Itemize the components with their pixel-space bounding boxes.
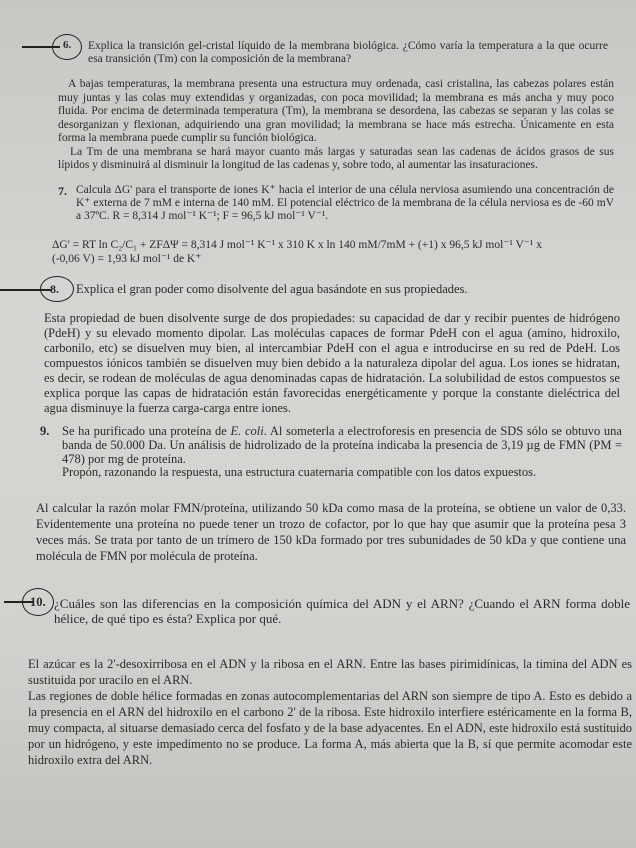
question-6-number: 6.: [63, 39, 72, 51]
question-9-number: 9.: [40, 424, 50, 438]
question-9-text: [62, 424, 622, 466]
question-7-text: Calcula ΔG' para el transporte de iones K⁺ hacia el interior de una célula nerviosa asumiendo una concentración de K⁺ externa de 7 mM e interna de 140 mM. El potencial eléctrico de la membrana de la célula nerviosa es de -60 mV a 37ºC. R = 8,314 J mol⁻¹ K⁻¹; F = 96,5 kJ mol⁻¹ V⁻¹.: [76, 184, 614, 222]
question-8-text: Explica el gran poder como disolvente del agua basándote en sus propiedades.: [76, 282, 468, 296]
answer-paragraph: La Tm de una membrana se hará mayor cuanto más largas y saturadas sean las cadenas de ácidos grasos de sus lípidos y disminuirá al disminuir la longitud de las cadenas y, sobre todo, al aumentar las insaturaciones.: [58, 145, 614, 171]
question-9-instruction: Propón, razonando la respuesta, una estructura cuaternaria compatible con los datos expuestos.: [62, 465, 537, 479]
answer-paragraph: El azúcar es la 2'-desoxirribosa en el ADN y la ribosa en el ARN. Entre las bases pirimidínicas, la timina del ADN es sustituida por uracilo en el ARN.: [28, 657, 632, 687]
question-8-number: 8.: [50, 282, 59, 296]
answer-paragraph: A bajas temperaturas, la membrana presenta una estructura muy ordenada, casi cristalina, las cabezas polares están muy juntas y las colas muy extendidas y organizadas, con poca movilidad; la membrana es más ancha y muy poco fluida. Por encima de determinada temperatura (Tm), la membrana se desordena, las cabezas se separan y las colas se desorganizan y flexionan, adquiriendo una gran movilidad; la membrana se hace más estrecha. Únicamente en esta forma la membrana puede cumplir su función biológica.: [58, 78, 614, 144]
question-7-number: 7.: [58, 184, 67, 198]
question-8-answer: [44, 311, 620, 416]
question-10-text: ¿Cuáles son las diferencias en la composición química del ADN y el ARN? ¿Cuando el ARN forma doble hélice, de qué tipo es ésta? Explica por qué.: [54, 596, 630, 626]
question-7-equation-line-1: ΔG' = RT ln C₂/C₁ + ZFΔΨ = 8,314 J mol⁻¹ K⁻¹ x 310 K x ln 140 mM/7mM + (+1) x 96,5 kJ mol⁻¹ V⁻¹ x: [52, 239, 542, 251]
answer-paragraph: Al calcular la razón molar FMN/proteína, utilizando 50 kDa como masa de la proteína, se obtiene un valor de 0,33. Evidentemente una proteína no puede tener un trozo de cofactor, por lo que hay que asumir que la proteína pesa 3 veces más. Se trata por tanto de un trímero de 150 kDa formado por tres subunidades de 50 kDa y que contiene una molécula de FMN por molécula de proteína.: [36, 501, 626, 563]
species-name: E. coli: [230, 424, 264, 438]
question-10-number: 10.: [30, 595, 46, 609]
question-7-equation-line-2: (-0,06 V) = 1,93 kJ mol⁻¹ de K⁺: [52, 253, 202, 265]
answer-paragraph: Esta propiedad de buen disolvente surge de dos propiedades: su capacidad de dar y recibir puentes de hidrógeno (PdeH) y su elevado momento dipolar. Las moléculas capaces de formar PdeH con el agua (amino, hidroxilo, carbonilo, etc) se disuelven muy bien, al intercambiar PdeH con el agua e introducirse en su red de PdeH. Los compuestos iónicos también se disuelven muy bien debido a la naturaleza dipolar del agua. Los iones se hidratan, es decir, se rodean de moléculas de agua denominadas capas de hidratación. La solubilidad de estos compuestos se explica porque las capas de hidratación están favorecidas energéticamente y porque la constante dieléctrica del agua disminuye la fuerza carga-carga entre iones.: [44, 311, 620, 415]
answer-paragraph: Las regiones de doble hélice formadas en zonas autocomplementarias del ARN son siempre de tipo A. Esto es debido a la presencia en el ARN del hidroxilo en el carbono 2' de la ribosa. Este hidroxilo interfiere estéricamente en la forma B, muy compacta, al situarse demasiado cerca del fosfato y de la base adyacentes. En el ADN, este hidroxilo está sustituido por un hidrógeno, y este impedimento no se produce. La forma A, más abierta que la B, sí que permite acomodar este hidroxilo extra del ARN.: [28, 689, 632, 767]
question-6-answer: [58, 78, 614, 173]
question-9-answer: [36, 500, 626, 564]
question-9-text-end: . Al someterla a electroforesis en presencia de SDS sólo se obtuvo una banda de 50.000 Da. Un análisis de hidrolizado de la proteína indicaba la presencia de 3,19 µg de FMN (PM = 478) por mg de proteína.: [62, 424, 622, 466]
question-6-text: Explica la transición gel-cristal líquido de la membrana biológica. ¿Cómo varía la temperatura a la que ocurre esa transición (Tm) con la composición de la membrana?: [88, 40, 608, 65]
question-10-answer: [28, 656, 632, 768]
question-9-text-start: Se ha purificado una proteína de: [62, 424, 231, 438]
